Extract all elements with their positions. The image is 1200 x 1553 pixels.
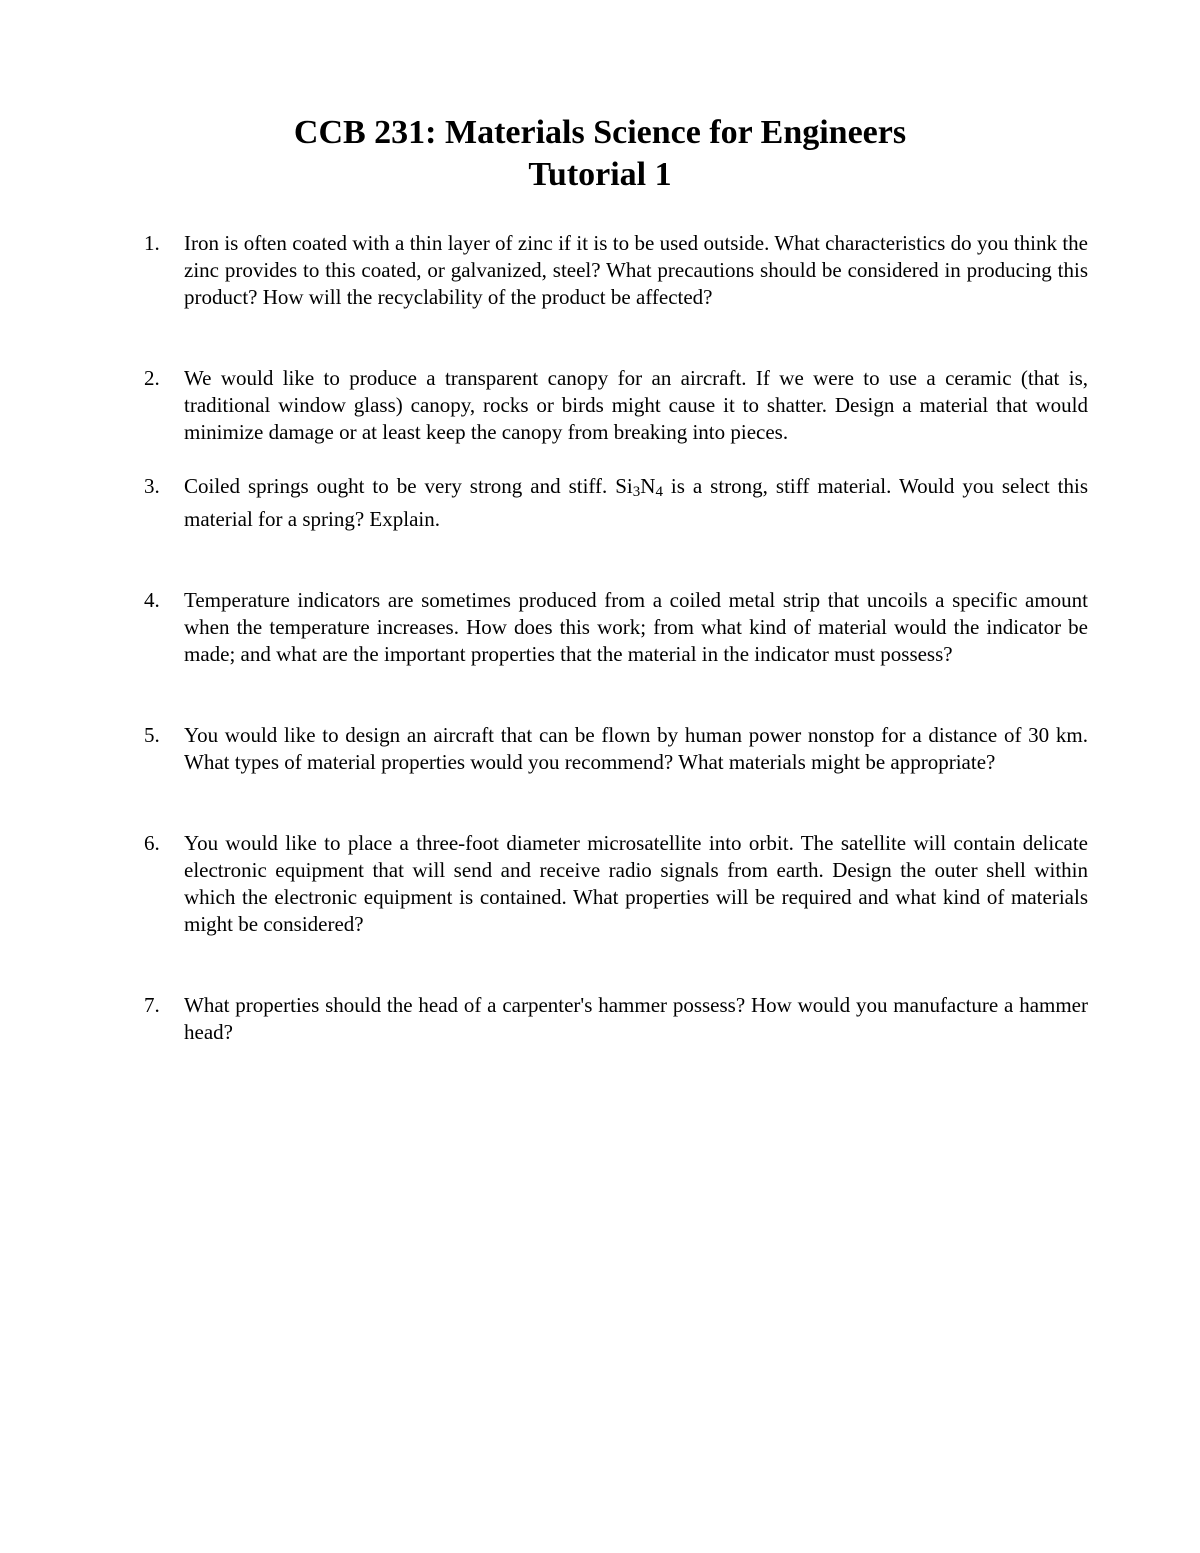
- course-title: CCB 231: Materials Science for Engineers: [293, 114, 907, 151]
- question-number: 5.: [144, 723, 160, 747]
- question-text: Iron is often coated with a thin layer of zinc if it is to be used outside. What characteristics do you think the zinc provides to this coated, or galvanized, steel? What precautions should be considered in producing this product? How will the recyclability of the product be affected?: [184, 231, 1088, 309]
- subscript: 3: [632, 484, 641, 500]
- question-item: [144, 473, 1088, 533]
- question-list: [144, 230, 1088, 1046]
- question-number: 3.: [144, 474, 160, 498]
- question-item: [144, 230, 1088, 311]
- question-text: We would like to produce a transparent canopy for an aircraft. If we were to use a ceramic (that is, traditional window glass) canopy, rocks or birds might cause it to shatter. Design a material that would minimize damage or at least keep the canopy from breaking into pieces.: [184, 366, 1088, 444]
- question-number: 2.: [144, 366, 160, 390]
- question-text-part: is a strong, stiff material. Would you select this material for a spring? Explain.: [184, 474, 1088, 531]
- question-number: 4.: [144, 588, 160, 612]
- question-text: [184, 473, 1088, 533]
- question-number: 6.: [144, 831, 160, 855]
- question-text: You would like to place a three-foot diameter microsatellite into orbit. The satellite will contain delicate electronic equipment that will send and receive radio signals from earth. Design the outer shell within which the electronic equipment is contained. What properties will be required and what kind of materials might be considered?: [184, 831, 1088, 936]
- question-number: 1.: [144, 231, 160, 255]
- question-text-part: N: [640, 474, 656, 498]
- question-number: 7.: [144, 993, 160, 1017]
- subscript: 4: [655, 484, 663, 500]
- tutorial-title: Tutorial 1: [528, 156, 672, 193]
- question-item: [144, 587, 1088, 668]
- page-title: [0, 112, 1200, 196]
- question-text-part: Coiled springs ought to be very strong and stiff. Si: [184, 474, 633, 498]
- question-text: What properties should the head of a carpenter's hammer possess? How would you manufacture a hammer head?: [184, 993, 1088, 1044]
- question-text: Temperature indicators are sometimes produced from a coiled metal strip that uncoils a specific amount when the temperature increases. How does this work; from what kind of material would the indicator be made; and what are the important properties that the material in the indicator must possess?: [184, 588, 1088, 666]
- question-item: [144, 365, 1088, 446]
- question-item: [144, 830, 1088, 938]
- question-item: [144, 722, 1088, 776]
- question-text: You would like to design an aircraft that can be flown by human power nonstop for a distance of 30 km. What types of material properties would you recommend? What materials might be appropriate?: [184, 723, 1088, 774]
- question-item: [144, 992, 1088, 1046]
